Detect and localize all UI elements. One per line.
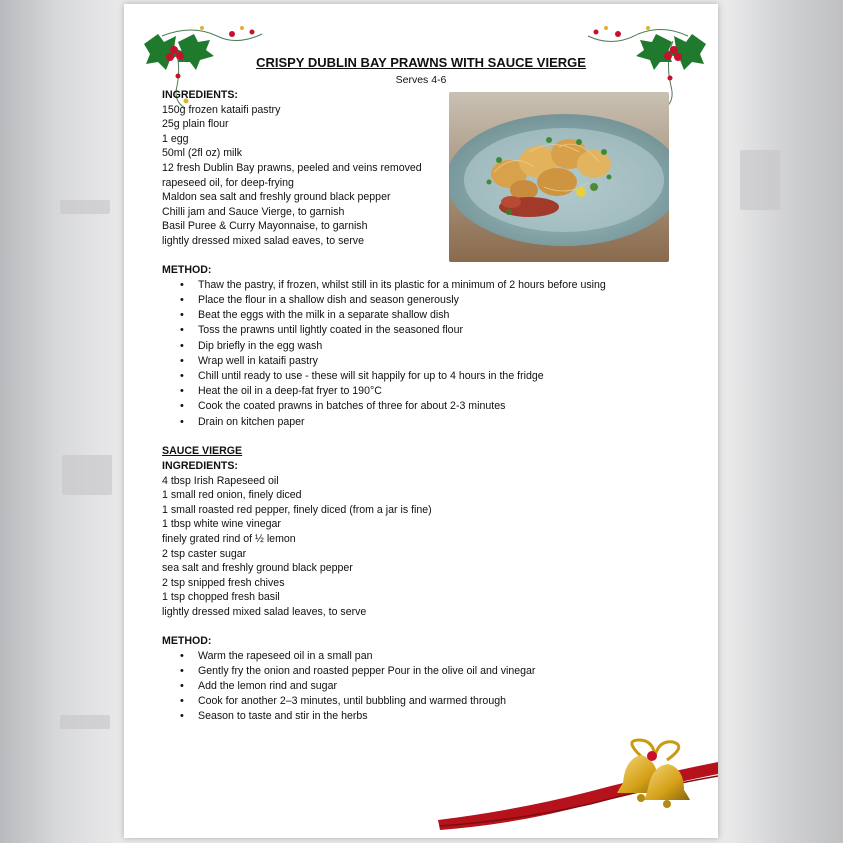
ingredient-list (162, 103, 682, 249)
sauce-ingredient-list (162, 474, 682, 620)
ingredient-item: Maldon sea salt and freshly ground black pepper (162, 191, 391, 204)
method-step: • Chill until ready to use - these will sit happily for up to 4 hours in the fridge (198, 369, 682, 384)
method-step: • Heat the oil in a deep-fat fryer to 190°C (198, 384, 682, 399)
sauce-method-list (162, 649, 682, 725)
ingredient-item: 1 egg (162, 132, 189, 145)
ingredient-item: 2 tsp caster sugar (162, 547, 247, 560)
method-step: • Cook the coated prawns in batches of three for about 2-3 minutes (198, 399, 682, 414)
ingredient-item: 50ml (2fl oz) milk (162, 147, 243, 160)
method-step: • Drain on kitchen paper (198, 415, 682, 430)
ingredient-item: 4 tbsp Irish Rapeseed oil (162, 474, 279, 487)
sauce-title: SAUCE VIERGE (162, 445, 243, 458)
ingredients-heading: INGREDIENTS: (162, 89, 238, 101)
ingredient-item: Chilli jam and Sauce Vierge, to garnish (162, 205, 345, 218)
ingredient-item: lightly dressed mixed salad leaves, to serve (162, 605, 367, 618)
ingredient-item: 2 tsp snipped fresh chives (162, 576, 285, 589)
method-step: • Season to taste and stir in the herbs (198, 709, 682, 724)
method-step: • Gently fry the onion and roasted pepper Pour in the olive oil and vinegar (198, 664, 682, 679)
method-step: • Dip briefly in the egg wash (198, 339, 682, 354)
method-heading: METHOD: (162, 264, 212, 277)
ingredient-item: 1 tsp chopped fresh basil (162, 591, 280, 604)
recipe-content (162, 88, 682, 725)
ingredient-item: 25g plain flour (162, 118, 229, 131)
method-list (162, 278, 682, 430)
serves-text: Serves 4-6 (395, 74, 447, 86)
ingredient-item: 1 small roasted red pepper, finely diced (from a jar is fine) (162, 503, 432, 516)
method-step: • Wrap well in kataifi pastry (198, 354, 682, 369)
christmas-bells-icon (438, 738, 718, 838)
method-step: • Thaw the pastry, if frozen, whilst still in its plastic for a minimum of 2 hours before using (198, 278, 682, 293)
ingredient-item: sea salt and freshly ground black pepper (162, 562, 353, 575)
ingredient-item: 12 fresh Dublin Bay prawns, peeled and veins removed (162, 161, 422, 174)
ingredient-item: 1 small red onion, finely diced (162, 489, 302, 502)
method-step: • Cook for another 2–3 minutes, until bubbling and warmed through (198, 694, 682, 709)
ingredient-item: rapeseed oil, for deep-frying (162, 176, 294, 189)
method-step: • Add the lemon rind and sugar (198, 679, 682, 694)
recipe-page (124, 4, 718, 838)
ingredient-item: Basil Puree & Curry Mayonnaise, to garnish (162, 220, 368, 233)
ingredient-item: lightly dressed mixed salad eaves, to serve (162, 234, 364, 247)
ingredient-item: 1 tbsp white wine vinegar (162, 518, 281, 531)
ingredient-item: finely grated rind of ½ lemon (162, 532, 296, 545)
method-step: • Place the flour in a shallow dish and season generously (198, 293, 682, 308)
recipe-title: CRISPY DUBLIN BAY PRAWNS WITH SAUCE VIERGE (256, 55, 586, 70)
method-step: • Beat the eggs with the milk in a separate shallow dish (198, 308, 682, 323)
method-step: • Warm the rapeseed oil in a small pan (198, 649, 682, 664)
sauce-ingredients-heading: INGREDIENTS: (162, 459, 238, 472)
method-step: • Toss the prawns until lightly coated in the seasoned flour (198, 323, 682, 338)
sauce-method-heading: METHOD: (162, 635, 212, 648)
ingredient-item: 150g frozen kataifi pastry (162, 103, 281, 116)
